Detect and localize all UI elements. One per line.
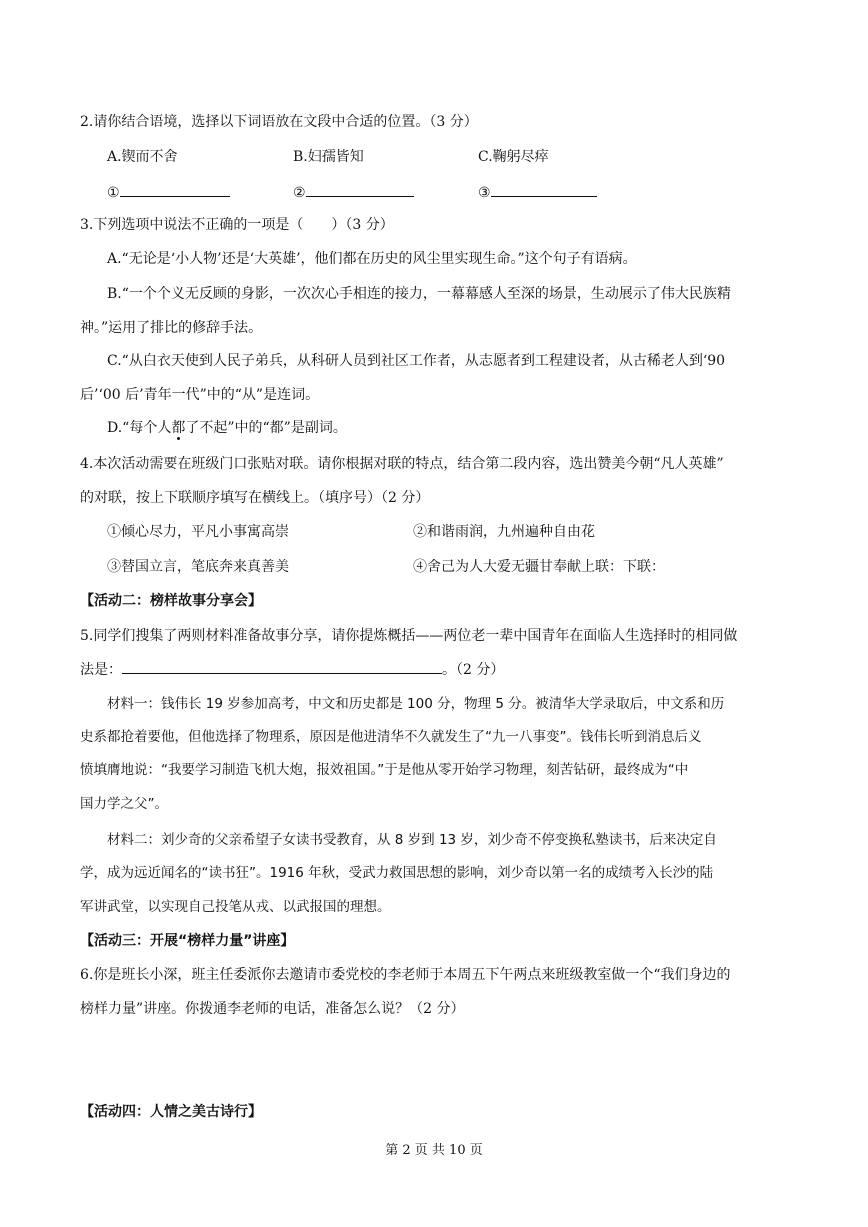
q2-option-b: B.妇孺皆知 (293, 149, 364, 165)
q4-option-1: ①倾心尽力，平凡小事寓高崇 (107, 524, 289, 540)
text-segment: 从古稀老人到‘90 (618, 353, 726, 369)
q5-answer-line[interactable] (122, 659, 442, 674)
activity-3-heading: 【活动三：开展“榜样力量”讲座】 (80, 933, 295, 949)
text-segment: 法是： (80, 662, 122, 678)
material-2-line2: 学，成为远近闻名的“读书狂”。1916 年秋，受武力救国思想的影响，刘少奇以第一名的成绩考入长沙的陆 (80, 865, 714, 881)
text-segment: C.“ (107, 353, 129, 369)
q3-stem: 3.下列选项中说法不正确的一项是（ ）（3 分） (80, 217, 394, 233)
q3-option-d (107, 418, 347, 438)
q3-option-c-line1 (107, 351, 725, 371)
q2-answer-blank-2[interactable] (293, 182, 414, 203)
answer-line[interactable] (120, 182, 230, 197)
q4-stem-line2: 的对联，按上下联顺序填写在横线上。（填序号）（2 分） (80, 490, 430, 506)
activity-2-heading: 【活动二：榜样故事分享会】 (80, 593, 262, 609)
q3-option-b-line2: 神。”运用了排比的修辞手法。 (80, 320, 263, 336)
q2-answer-blank-1[interactable] (107, 182, 230, 203)
material-1-line1: 材料一：钱伟长 19 岁参加高考，中文和历史都是 100 分，物理 5 分。被清华大学录取后，中文系和历 (107, 696, 725, 712)
text-segment: 从白衣天使到人民子弟兵， (128, 353, 297, 369)
text-segment: 了不起”中的“都”是副词。 (185, 420, 347, 436)
q5-stem-line1: 5.同学们搜集了两则材料准备故事分享，请你提炼概括——两位老一辈中国青年在面临人生选择时的相同做 (80, 628, 738, 644)
blank-number: ① (107, 185, 120, 201)
q4-stem-line1: 4.本次活动需要在班级门口张贴对联。请你根据对联的特点，结合第二段内容，选出赞美今朝“凡人英雄” (80, 456, 724, 472)
q3-option-a: A.“无论是‘小人物’还是‘大英雄’，他们都在历史的风尘里实现生命。”这个句子有语病。 (107, 251, 637, 267)
q3-option-c-line2: 后’‘00 后’青年一代”中的“从”是连词。 (80, 387, 320, 403)
page-number-footer: 第 2 页 共 10 页 (385, 1143, 483, 1158)
material-1-line3: 愤填膺地说：“我要学习制造飞机大炮，报效祖国。”于是他从零开始学习物理，刻苦钻研，最终成为“中 (80, 762, 689, 778)
material-2-line1: 材料二：刘少奇的父亲希望子女读书受教育，从 8 岁到 13 岁，刘少奇不停变换私塾读书，后来决定自 (107, 832, 717, 848)
q3-option-b-line1: B.“一个个义无反顾的身影，一次次心手相连的接力，一幕幕感人至深的场景，生动展示了伟大民族精 (107, 286, 731, 302)
q2-option-c: C.鞠躬尽瘁 (478, 149, 549, 165)
answer-line[interactable] (306, 182, 414, 197)
q6-stem-line1: 6.你是班长小深，班主任委派你去邀请市委党校的李老师于本周五下午两点来班级教室做一个“我们身边的 (80, 967, 731, 983)
q2-stem: 2.请你结合语境，选择以下词语放在文段中合适的位置。（3 分） (80, 114, 478, 130)
text-segment: 。（2 分） (442, 662, 505, 678)
q2-option-a: A.锲而不舍 (107, 149, 178, 165)
material-1-line4: 国力学之父”。 (80, 796, 168, 812)
q2-answer-blank-3[interactable] (478, 182, 597, 203)
blank-number: ② (293, 185, 306, 201)
text-segment: 从科研人员到社区工作者， (296, 353, 465, 369)
q4-option-2: ②和谐雨润，九州遍种自由花 (413, 524, 595, 540)
q5-stem-line2 (80, 659, 504, 680)
material-1-line2: 史系都抢着要他，但他选择了物理系，原因是他进清华不久就发生了“九一八事变”。钱伟长听到消息后义 (80, 729, 702, 745)
blank-number: ③ (478, 185, 491, 201)
q6-stem-line2: 榜样力量”讲座。你拨通李老师的电话，准备怎么说？（2 分） (80, 1001, 465, 1017)
text-segment: 从志愿者到工程建设者， (464, 353, 619, 369)
text-segment: D.“每个人 (107, 420, 172, 436)
material-2-line3: 军讲武堂，以实现自己投笔从戎、以武报国的理想。 (80, 899, 391, 915)
answer-line[interactable] (491, 182, 597, 197)
q4-option-3: ③替国立言，笔底奔来真善美 (107, 559, 289, 575)
q4-option-4: ④舍己为人大爱无疆甘奉献上联：下联： (413, 559, 665, 575)
emphasis-dot-char: 都 (171, 420, 186, 436)
activity-4-heading: 【活动四：人情之美古诗行】 (80, 1104, 262, 1120)
